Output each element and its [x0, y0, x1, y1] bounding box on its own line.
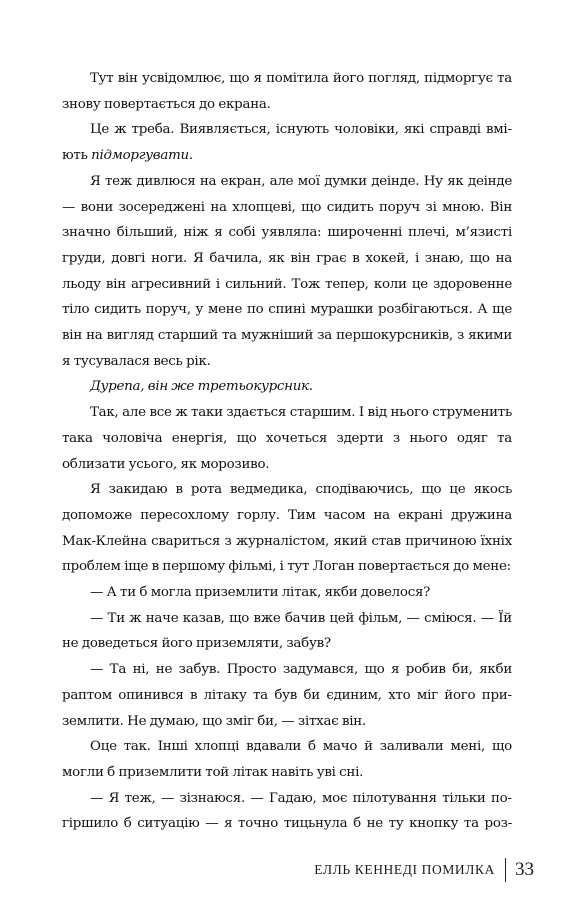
- italic-paragraph: Дурепа, він же третьокурсник.: [90, 379, 313, 395]
- footer-divider: [505, 858, 506, 882]
- paragraph: Я закидаю в рота ведмедика, сподіваючись, що це якось допоможе пересохлому горлу. Тим часом на екрані дружина Мак-Клейна свариться з журналістом, який став причиною їхніх проблем іще в першому фільмі, і тут Логан повертається до мене:: [62, 482, 512, 575]
- paragraph: Я теж дивлюся на екран, але мої думки деінде. Ну як деінде — вони зосереджені на хлопцеві, що сидить поруч зі мною. Він значно більший, ніж я собі уявляла: широченні плечі, м’язисті груди, довгі ноги. Я бачила, як він грає в хокей, і знаю, що на льоду він агресивний і сильний. Тож тепер, коли це здоровенне тіло сидить поруч, у мене по спині мурашки розбігаються. А ще він на вигляд старший та мужніший за першокурсників, з якими я тусувалася весь рік.: [62, 173, 512, 369]
- running-head: ЕЛЛЬ КЕННЕДІ ПОМИЛКА: [314, 862, 495, 877]
- dialogue-line: — А ти б могла приземлити літак, якби довелося?: [90, 585, 431, 601]
- paragraph: Тут він усвідомлює, що я помітила його погляд, підморгує та знову повертається до екрана.: [62, 71, 512, 112]
- body-text: [62, 66, 512, 837]
- page-number: 33: [515, 859, 534, 880]
- dialogue-line: — Та ні, не забув. Просто задумався, що я робив би, якби раптом опинився в літаку та був би єдиним, хто міг його приземлити. Не думаю, що зміг би, — зітхає він.: [62, 662, 512, 729]
- page-footer: [314, 855, 534, 885]
- paragraph: Так, але все ж таки здається старшим. І від нього струменить така чоловіча енергія, що хочеться здерти з нього одяг та облизати усього, як морозиво.: [62, 405, 512, 472]
- dialogue-line: — Я теж, — зізнаюся. — Гадаю, моє пілотування тільки погіршило б ситуацію — я точно тицьнула б не ту кнопку та роз-: [62, 790, 512, 832]
- paragraph: [62, 117, 512, 168]
- italic-word: підморгувати.: [91, 148, 193, 164]
- paragraph: Оце так. Інші хлопці вдавали б мачо й заливали мені, що могли б приземлити той літак навіть уві сні.: [62, 739, 512, 780]
- dialogue-line: — Ти ж наче казав, що вже бачив цей фільм, — сміюся. — Їй не доведеться його приземляти, забув?: [62, 610, 512, 652]
- paragraph-text: Це ж треба. Виявляється, існують чоловіки, які справді вміють: [62, 122, 512, 164]
